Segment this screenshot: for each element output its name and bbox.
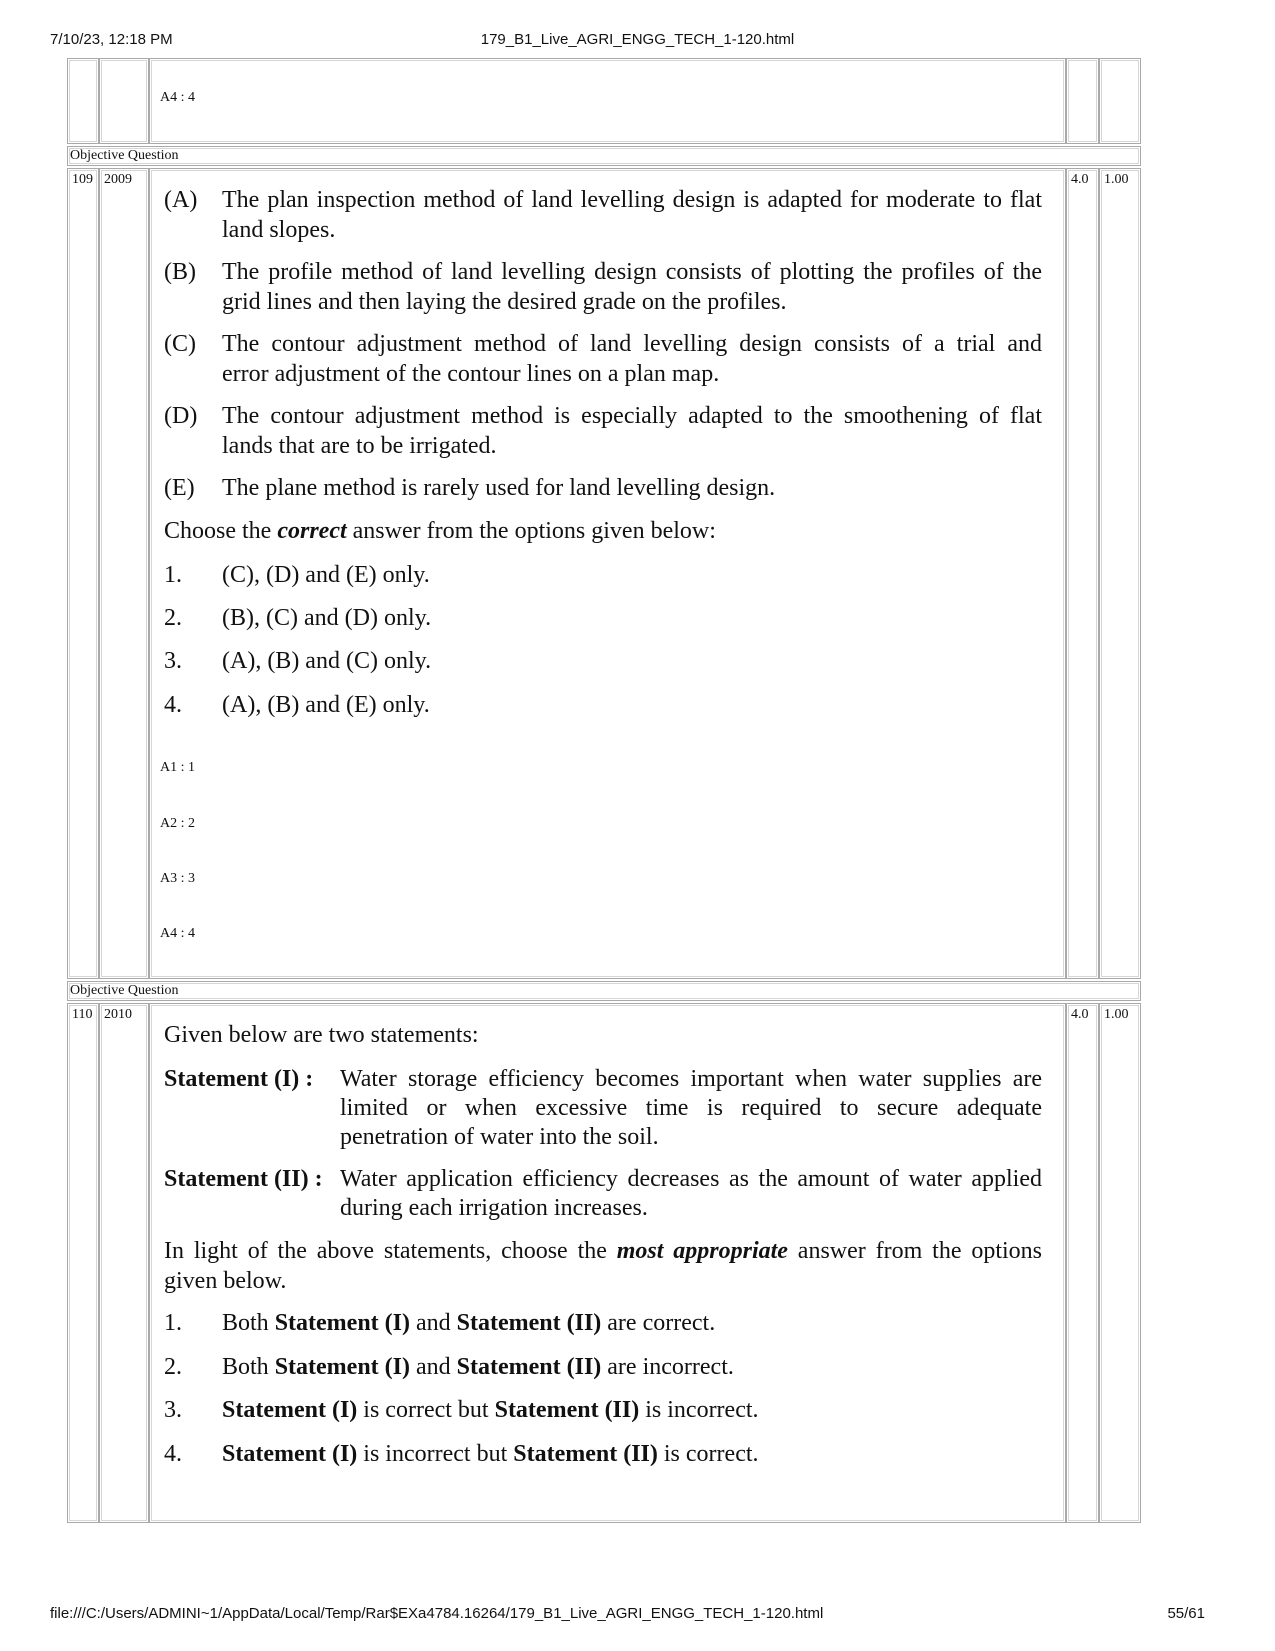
print-page-number: 55/61 xyxy=(1167,1605,1205,1622)
q109-num-cell xyxy=(67,168,99,979)
statement-label: (C) xyxy=(164,331,196,357)
q110-id-cell xyxy=(99,1003,149,1523)
instruction-text: In light of the above statements, choose the xyxy=(164,1238,617,1264)
instruction-emphasis: most appropriate xyxy=(616,1238,788,1264)
q110-num-cell xyxy=(67,1003,99,1523)
statement-text-cont: error adjustment of the contour lines on a plan map. xyxy=(222,361,720,387)
q109-answer-a4: A4 : 4 xyxy=(160,926,195,941)
option-text: Statement (I) is correct but Statement (II) is incorrect. xyxy=(222,1397,759,1423)
option-text: Both Statement (I) and Statement (II) are correct. xyxy=(222,1310,716,1336)
option-text: (C), (D) and (E) only. xyxy=(222,562,430,588)
option-number: 3. xyxy=(164,648,182,674)
option-text: (A), (B) and (E) only. xyxy=(222,692,430,718)
option-text: (A), (B) and (C) only. xyxy=(222,648,432,674)
print-title: 179_B1_Live_AGRI_ENGG_TECH_1-120.html xyxy=(480,31,795,48)
option-number: 2. xyxy=(164,605,182,631)
prev-id-cell xyxy=(99,58,149,144)
option-number: 4. xyxy=(164,692,182,718)
statement-text-cont: lands that are to be irrigated. xyxy=(222,433,497,459)
statement-label: (D) xyxy=(164,403,198,429)
q110-question-text xyxy=(164,1020,1044,1500)
statement-text: The plan inspection method of land levelling design is adapted for moderate to flat xyxy=(222,187,1042,213)
q109-marks: 4.0 xyxy=(1071,172,1089,187)
instruction-text: Choose the xyxy=(164,518,278,544)
q110-marks-cell xyxy=(1066,1003,1099,1523)
statement-text: The plane method is rarely used for land levelling design. xyxy=(222,475,776,501)
option-number: 1. xyxy=(164,562,182,588)
print-file-url: file:///C:/Users/ADMINI~1/AppData/Local/Temp/Rar$EXa4784.16264/179_B1_Live_AGRI_ENGG_TECH_1-120.html xyxy=(50,1605,824,1622)
statement-text-cont: grid lines and then laying the desired grade on the profiles. xyxy=(222,289,787,315)
instruction-text-tail: answer from the options xyxy=(787,1238,1042,1264)
option-text: (B), (C) and (D) only. xyxy=(222,605,432,631)
q110-header-cell xyxy=(67,981,1141,1001)
statement-text: The contour adjustment method of land levelling design consists of a trial and xyxy=(222,331,1042,357)
q109-id: 2009 xyxy=(104,172,132,187)
q109-type-label: Objective Question xyxy=(70,148,179,163)
option-number: 3. xyxy=(164,1397,182,1423)
q110-number: 110 xyxy=(72,1007,93,1022)
instruction-text-cont: given below. xyxy=(164,1268,287,1294)
prev-marks-cell xyxy=(1066,58,1099,144)
q109-marks-cell xyxy=(1066,168,1099,979)
q109-content-cell xyxy=(149,168,1066,979)
option-text: Both Statement (I) and Statement (II) are incorrect. xyxy=(222,1354,734,1380)
option-number: 1. xyxy=(164,1310,182,1336)
q110-negative-marks: 1.00 xyxy=(1104,1007,1129,1022)
q110-content-cell xyxy=(149,1003,1066,1523)
statement-label: Statement (II) : xyxy=(164,1166,323,1192)
q109-negative-cell xyxy=(1099,168,1141,979)
statement-label: (A) xyxy=(164,187,198,213)
prev-answer-a4: A4 : 4 xyxy=(160,90,195,105)
q110-instruction xyxy=(164,1236,1044,1296)
statement-label: (E) xyxy=(164,475,195,501)
statement-label: (B) xyxy=(164,259,196,285)
instruction-text-tail: answer from the options given below: xyxy=(346,518,716,544)
q110-type-label: Objective Question xyxy=(70,983,179,998)
option-number: 2. xyxy=(164,1354,182,1380)
q109-header-cell xyxy=(67,146,1141,166)
q109-negative-marks: 1.00 xyxy=(1104,172,1129,187)
q109-id-cell xyxy=(99,168,149,979)
instruction-emphasis: correct xyxy=(277,518,347,544)
prev-num-cell xyxy=(67,58,99,144)
statement-text: Water application efficiency decreases as the amount of water applied xyxy=(340,1166,1042,1192)
q109-answer-a3: A3 : 3 xyxy=(160,871,195,886)
q109-number: 109 xyxy=(72,172,93,187)
q109-question-text xyxy=(164,185,1044,885)
statement-text: The profile method of land levelling design consists of plotting the profiles of the xyxy=(222,259,1042,285)
q109-answer-a1: A1 : 1 xyxy=(160,760,195,775)
statement-text-cont: land slopes. xyxy=(222,217,336,243)
statement-text-cont: limited or when excessive time is required to secure adequate xyxy=(340,1095,1042,1121)
q109-instruction xyxy=(164,516,1044,546)
q110-negative-cell xyxy=(1099,1003,1141,1523)
option-text: Statement (I) is incorrect but Statement (II) is correct. xyxy=(222,1441,759,1467)
q110-marks: 4.0 xyxy=(1071,1007,1089,1022)
statement-label: Statement (I) : xyxy=(164,1066,314,1092)
option-number: 4. xyxy=(164,1441,182,1467)
q109-answer-a2: A2 : 2 xyxy=(160,816,195,831)
q110-id: 2010 xyxy=(104,1007,132,1022)
statement-text: Water storage efficiency becomes important when water supplies are xyxy=(340,1066,1042,1092)
statement-text-cont: during each irrigation increases. xyxy=(340,1195,648,1221)
prev-content-cell xyxy=(149,58,1066,144)
statement-text: The contour adjustment method is especially adapted to the smoothening of flat xyxy=(222,403,1042,429)
q110-intro: Given below are two statements: xyxy=(164,1022,479,1048)
prev-negative-cell xyxy=(1099,58,1141,144)
statement-text-cont: penetration of water into the soil. xyxy=(340,1124,659,1150)
print-datetime: 7/10/23, 12:18 PM xyxy=(50,31,173,48)
